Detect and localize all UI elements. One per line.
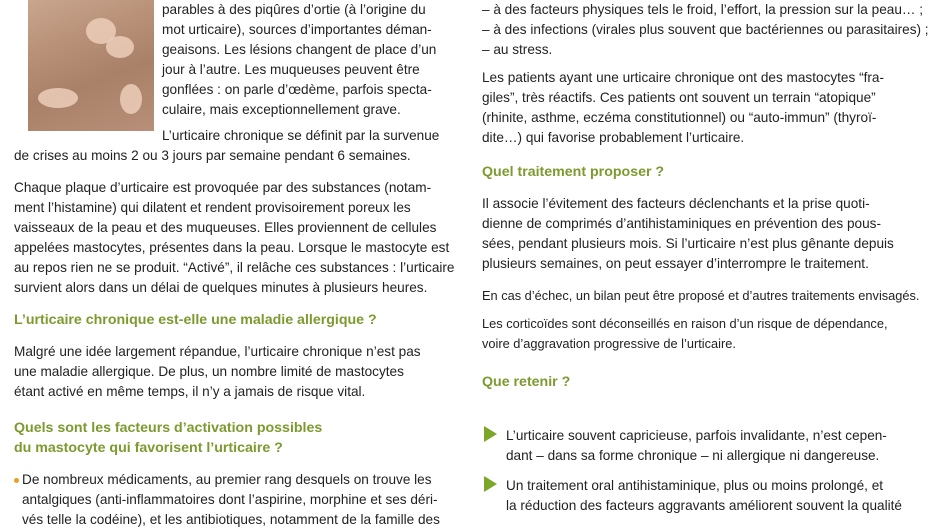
heading-line: Quels sont les facteurs d’activation possibles [14, 420, 323, 436]
text-line: appelées mastocytes, présentes dans la peau. Lorsque le mastocyte est [14, 240, 450, 255]
text-line: dienne de comprimés d’antihistaminiques en prévention des pous- [482, 216, 881, 231]
paragraph-cortico [482, 314, 934, 354]
paragraph-factors [22, 470, 464, 530]
paragraph-failure: En cas d’échec, un bilan peut être proposé et d’autres traitements envisagés. [482, 288, 920, 303]
text-line: mot urticaire), sources d’importantes déman- [162, 22, 432, 37]
factors-list [482, 0, 934, 60]
arrow-bullet-icon [484, 476, 497, 492]
text-line: jour à l’autre. Les muqueuses peuvent être [162, 62, 420, 77]
text-line: (rhinite, asthme, eczéma constitutionnel) ou “auto-immun” (thyroï- [482, 110, 877, 125]
chronic-definition [14, 146, 464, 166]
paragraph-treatment [482, 194, 934, 274]
text-line: parables à des piqûres d’ortie (à l’origine du [162, 2, 426, 17]
text-line: L’urticaire chronique se définit par la survenue [162, 128, 440, 143]
retain-item-1 [506, 426, 934, 466]
text-line: au repos rien ne se produit. “Activé”, il relâche ces substances : l’urticaire [14, 260, 455, 275]
bullet-icon [14, 478, 19, 483]
text-line: De nombreux médicaments, au premier rang desquels on trouve les [22, 472, 432, 487]
text-line: gonflées : on parle d’œdème, parfois specta- [162, 82, 432, 97]
paragraph-plaque [14, 178, 464, 298]
heading-allergy: L’urticaire chronique est-elle une maladie allergique ? [14, 312, 377, 328]
list-item: – à des facteurs physiques tels le froid, l’effort, la pression sur la peau… ; [482, 2, 924, 17]
text-line: Il associe l’évitement des facteurs déclenchants et la prise quoti- [482, 196, 870, 211]
paragraph-allergy [14, 342, 464, 402]
text-line: survient alors dans un délai de quelques minutes à plusieurs heures. [14, 280, 428, 295]
text-line: plusieurs semaines, on peut essayer d’interrompre le traitement. [482, 256, 869, 271]
heading-retain: Que retenir ? [482, 374, 571, 390]
text-line: voire d’aggravation progressive de l’urticaire. [482, 336, 736, 351]
photo-side-text [162, 0, 462, 146]
text-line: vaisseaux de la peau et des muqueuses. Elles proviennent de cellules [14, 220, 437, 235]
text-line: L’urticaire souvent capricieuse, parfois invalidante, n’est cepen- [506, 428, 887, 443]
text-line: culaire, mais exceptionnellement grave. [162, 102, 401, 117]
list-item: – au stress. [482, 42, 553, 57]
text-line: giles”, très réactifs. Ces patients ont souvent un terrain “atopique” [482, 90, 876, 105]
retain-item-2 [506, 476, 934, 516]
text-line: Chaque plaque d’urticaire est provoquée par des substances (notam- [14, 180, 432, 195]
text-line: antalgiques (anti-inflammatoires dont l’aspirine, morphine et ses déri- [22, 492, 438, 507]
urticaria-photo [28, 0, 154, 131]
list-item: – à des infections (virales plus souvent que bactériennes ou parasitaires) ; [482, 22, 929, 37]
text-line: étant activé en même temps, il n’y a jamais de risque vital. [14, 384, 366, 399]
text-line: dant – dans sa forme chronique – ni allergique ni dangereuse. [506, 448, 880, 463]
text-line: Les patients ayant une urticaire chronique ont des mastocytes “fra- [482, 70, 884, 85]
text-line: la réduction des facteurs aggravants améliorent souvent la qualité [506, 498, 902, 513]
text-line: vés telle la codéine), et les antibiotiques, notamment de la famille des [22, 512, 440, 527]
text-line: geaisons. Les lésions changent de place d’un [162, 42, 437, 57]
text-line: dite…) qui favorise probablement l’urticaire. [482, 130, 745, 145]
paragraph-fragile [482, 68, 934, 148]
text-line: Les corticoïdes sont déconseillés en raison d’un risque de dépendance, [482, 316, 888, 331]
text-line: de crises au moins 2 ou 3 jours par semaine pendant 6 semaines. [14, 148, 411, 163]
arrow-bullet-icon [484, 426, 497, 442]
heading-treatment: Quel traitement proposer ? [482, 164, 665, 180]
heading-line: du mastocyte qui favorisent l’urticaire ? [14, 440, 283, 456]
heading-factors [14, 418, 464, 458]
text-line: Malgré une idée largement répandue, l’urticaire chronique n’est pas [14, 344, 421, 359]
text-line: sées, pendant plusieurs mois. Si l’urticaire n’est plus gênante depuis [482, 236, 894, 251]
text-line: une maladie allergique. De plus, un nombre limité de mastocytes [14, 364, 404, 379]
text-line: ment l’histamine) qui dilatent et rendent provisoirement poreux les [14, 200, 411, 215]
text-line: Un traitement oral antihistaminique, plus ou moins prolongé, et [506, 478, 884, 493]
